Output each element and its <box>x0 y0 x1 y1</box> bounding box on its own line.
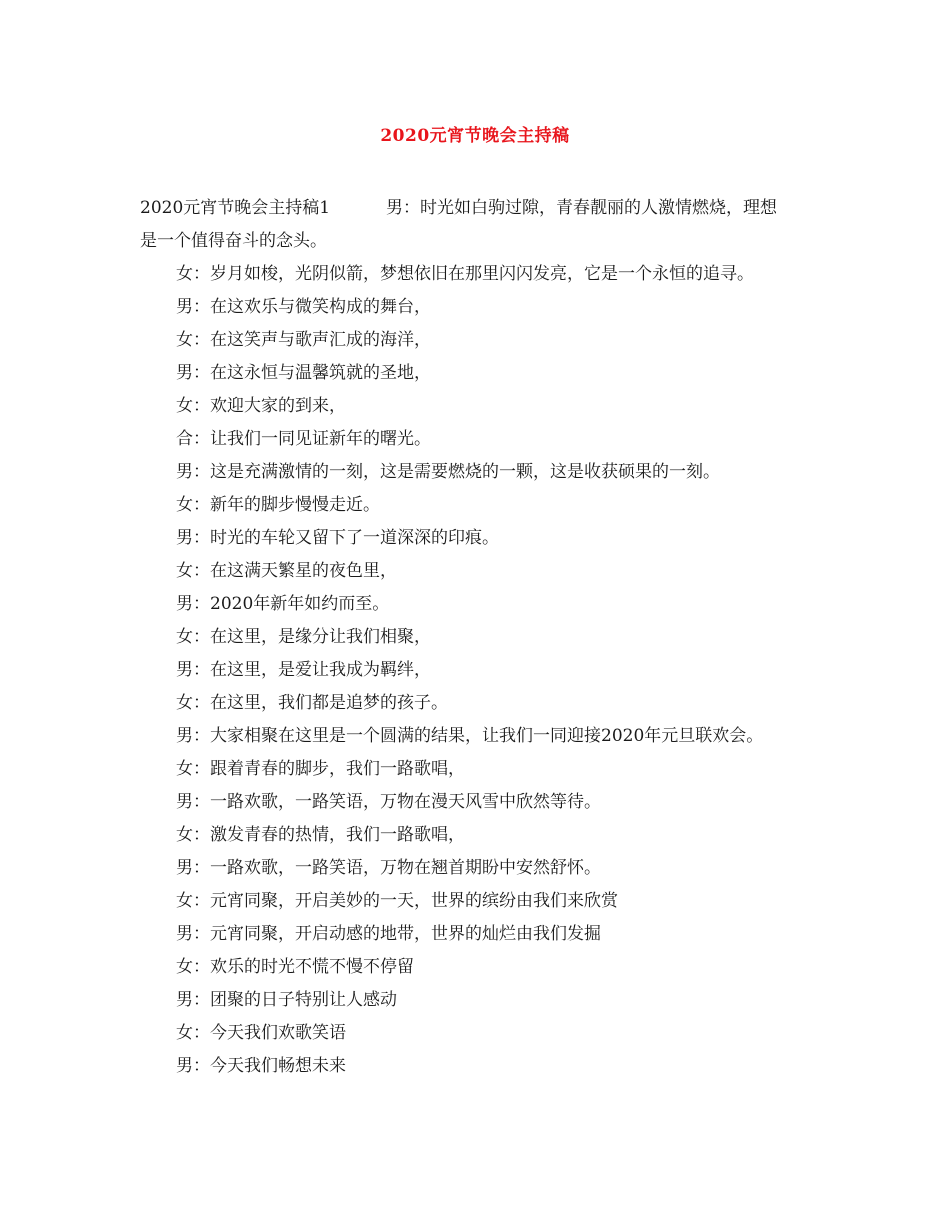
script-line: 男：元宵同聚，开启动感的地带，世界的灿烂由我们发掘 <box>176 924 601 944</box>
script-line: 男：大家相聚在这里是一个圆满的结果，让我们一同迎接2020年元旦联欢会。 <box>176 726 764 746</box>
script-line: 女：欢乐的时光不慌不慢不停留 <box>176 957 414 977</box>
script-line: 男：今天我们畅想未来 <box>176 1056 346 1076</box>
script-line: 女：激发青春的热情，我们一路歌唱， <box>176 825 465 845</box>
section-heading: 2020元宵节晚会主持稿1 <box>140 198 331 218</box>
script-line: 男：一路欢歌，一路笑语，万物在翘首期盼中安然舒怀。 <box>176 858 601 878</box>
script-line: 男：一路欢歌，一路笑语，万物在漫天风雪中欣然等待。 <box>176 792 601 812</box>
script-line: 男：在这永恒与温馨筑就的圣地， <box>176 363 431 383</box>
script-line: 女：在这满天繁星的夜色里， <box>176 561 397 581</box>
script-line: 女：在这里，我们都是追梦的孩子。 <box>176 693 448 713</box>
script-line: 男：在这欢乐与微笑构成的舞台， <box>176 297 431 317</box>
script-line: 女：在这笑声与歌声汇成的海洋， <box>176 330 431 350</box>
script-line: 女：欢迎大家的到来， <box>176 396 346 416</box>
document-body <box>140 192 820 1083</box>
script-line: 男：这是充满激情的一刻，这是需要燃烧的一颗，这是收获硕果的一刻。 <box>176 462 720 482</box>
script-line: 女：今天我们欢歌笑语 <box>176 1023 346 1043</box>
script-line: 男：在这里，是爱让我成为羁绊， <box>176 660 431 680</box>
intro-paragraph-line-2: 是一个值得奋斗的念头。 <box>140 231 327 251</box>
script-line: 女：岁月如梭，光阴似箭，梦想依旧在那里闪闪发亮，它是一个永恒的追寻。 <box>176 264 754 284</box>
script-line: 男：2020年新年如约而至。 <box>176 594 390 614</box>
intro-paragraph-line-1 <box>140 192 820 225</box>
script-line: 女：新年的脚步慢慢走近。 <box>176 495 380 515</box>
script-line: 女：在这里，是缘分让我们相聚， <box>176 627 431 647</box>
script-line: 女：元宵同聚，开启美妙的一天，世界的缤纷由我们来欣赏 <box>176 891 618 911</box>
intro-text: 男：时光如白驹过隙，青春靓丽的人激情燃烧，理想 <box>386 198 777 218</box>
script-line: 男：团聚的日子特别让人感动 <box>176 990 397 1010</box>
script-line: 男：时光的车轮又留下了一道深深的印痕。 <box>176 528 499 548</box>
script-line: 女：跟着青春的脚步，我们一路歌唱， <box>176 759 465 779</box>
document-title: 2020元宵节晚会主持稿 <box>380 126 570 146</box>
script-line: 合：让我们一同见证新年的曙光。 <box>176 429 431 449</box>
